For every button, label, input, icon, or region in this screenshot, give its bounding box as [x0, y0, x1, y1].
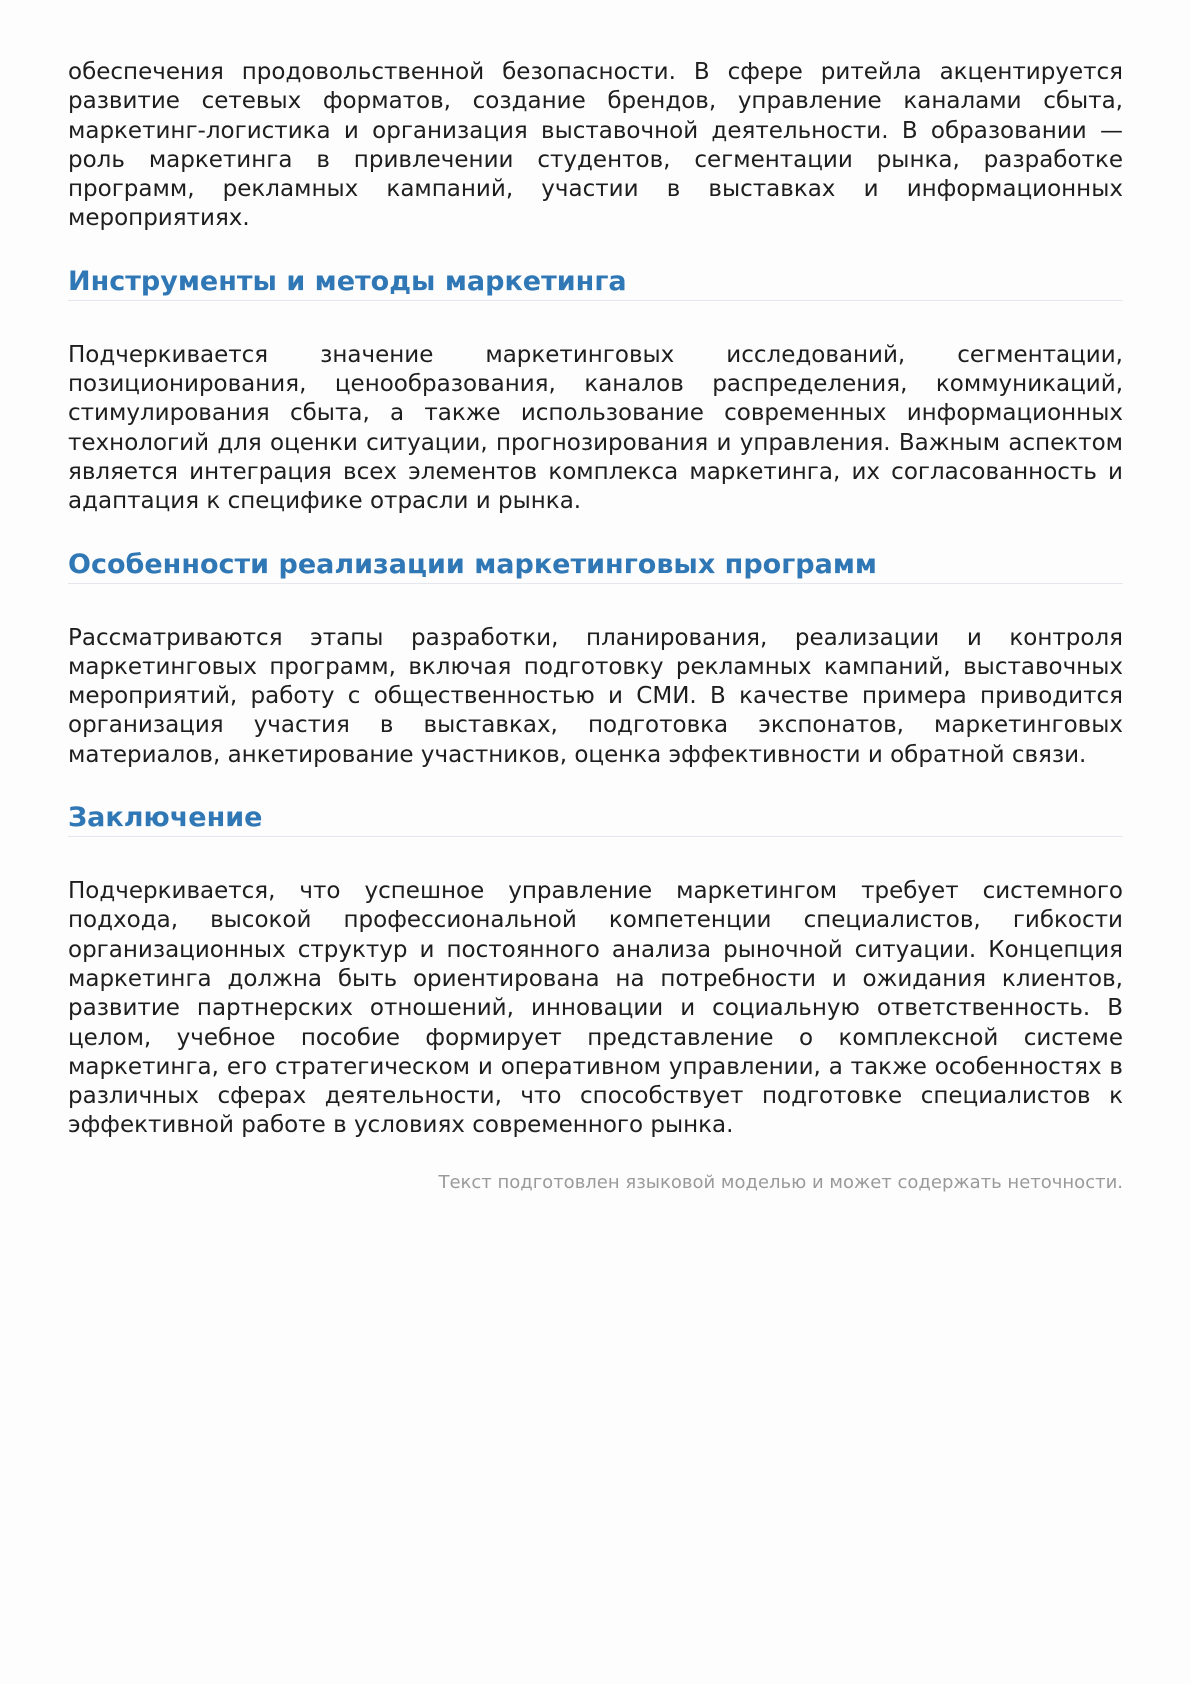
section-program-implementation [68, 547, 1123, 770]
ai-disclaimer-note: Текст подготовлен языковой моделью и может содержать неточности. [438, 1171, 1123, 1193]
section-conclusion [68, 800, 1123, 1141]
section-heading: Инструменты и методы маркетинга [68, 264, 1123, 301]
section-heading: Заключение [68, 800, 1123, 837]
section-heading: Особенности реализации маркетинговых программ [68, 547, 1123, 584]
section-tools-methods [68, 264, 1123, 517]
section-paragraph: Подчеркивается, что успешное управление маркетингом требует системного подхода, высокой профессиональной компетенции специалистов, гибкости организационных структур и постоянного анализа рыночной ситуации. Концепция маркетинга должна быть ориентирована на потребности и ожидания клиентов, развитие партнерских отношений, инновации и социальную ответственность. В целом, учебное пособие формирует представление о комплексной системе маркетинга, его стратегическом и оперативном управлении, а также особенностях в различных сферах деятельности, что способствует подготовке специалистов к эффективной работе в условиях современного рынка. [68, 878, 1123, 1139]
section-paragraph: Рассматриваются этапы разработки, планирования, реализации и контроля маркетинговых программ, включая подготовку рекламных кампаний, выставочных мероприятий, работу с общественностью и СМИ. В качестве примера приводится организация участия в выставках, подготовка экспонатов, маркетинговых материалов, анкетирование участников, оценка эффективности и обратной связи. [68, 624, 1123, 768]
section-paragraph: Подчеркивается значение маркетинговых исследований, сегментации, позиционирования, ценообразования, каналов распределения, коммуникаций, стимулирования сбыта, а также использование современных информационных технологий для оценки ситуации, прогнозирования и управления. Важным аспектом является интеграция всех элементов комплекса маркетинга, их согласованность и адаптация к специфике отрасли и рынка. [68, 341, 1123, 515]
intro-paragraph: обеспечения продовольственной безопасности. В сфере ритейла акцентируется развитие сетевых форматов, создание брендов, управление каналами сбыта, маркетинг-логистика и организация выставочной деятельности. В образовании — роль маркетинга в привлечении студентов, сегментации рынка, разработке программ, рекламных кампаний, участии в выставках и информационных мероприятиях. [68, 59, 1123, 232]
